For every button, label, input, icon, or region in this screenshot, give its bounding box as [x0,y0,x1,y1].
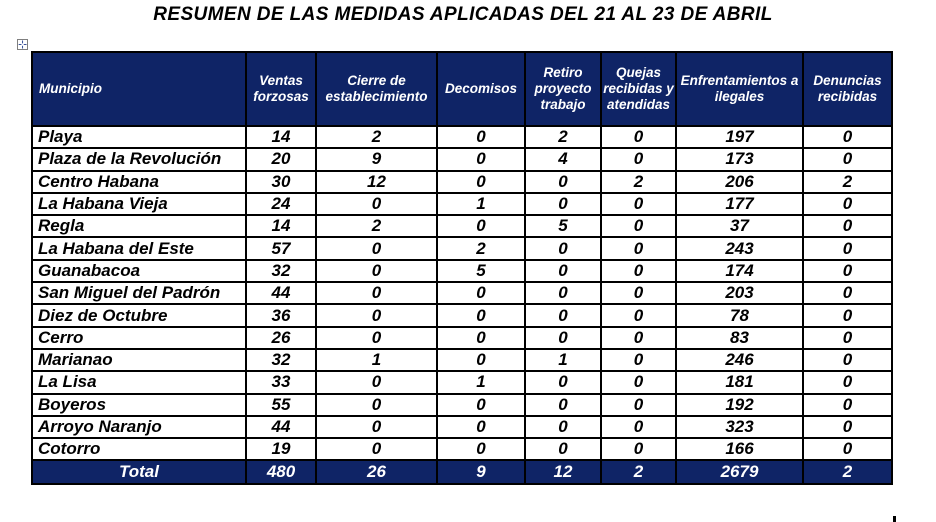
cell-retiro: 0 [525,193,601,215]
cell-decomisos: 5 [437,260,525,282]
cell-cierre: 0 [316,193,437,215]
cell-cierre: 0 [316,282,437,304]
cell-ventas: 44 [246,282,316,304]
cell-enfrentamientos: 78 [676,304,803,326]
cell-cierre: 1 [316,349,437,371]
cell-retiro: 0 [525,416,601,438]
cell-cierre: 0 [316,237,437,259]
cell-quejas: 0 [601,304,676,326]
total-denuncias: 2 [803,460,892,484]
cell-cierre: 0 [316,327,437,349]
table-row [32,327,892,349]
cell-quejas: 0 [601,260,676,282]
cell-cierre: 0 [316,371,437,393]
cell-decomisos: 0 [437,438,525,460]
cell-ventas: 26 [246,327,316,349]
header-ventas: Ventas forzosas [246,52,316,126]
cell-enfrentamientos: 206 [676,171,803,193]
cell-denuncias: 0 [803,282,892,304]
cell-enfrentamientos: 173 [676,148,803,170]
cell-decomisos: 0 [437,171,525,193]
cell-enfrentamientos: 192 [676,394,803,416]
cell-municipio: Regla [32,215,246,237]
cell-cierre: 2 [316,126,437,148]
cell-ventas: 33 [246,371,316,393]
cell-municipio: Playa [32,126,246,148]
cell-denuncias: 0 [803,394,892,416]
cell-decomisos: 0 [437,282,525,304]
cell-quejas: 0 [601,237,676,259]
cell-decomisos: 2 [437,237,525,259]
header-municipio: Municipio [32,52,246,126]
cell-ventas: 14 [246,215,316,237]
header-decomisos: Decomisos [437,52,525,126]
cell-denuncias: 0 [803,438,892,460]
cell-decomisos: 0 [437,327,525,349]
cell-enfrentamientos: 166 [676,438,803,460]
cell-municipio: Cerro [32,327,246,349]
cell-ventas: 44 [246,416,316,438]
cell-enfrentamientos: 174 [676,260,803,282]
cell-decomisos: 0 [437,215,525,237]
cell-municipio: Boyeros [32,394,246,416]
cell-retiro: 0 [525,237,601,259]
cell-retiro: 4 [525,148,601,170]
header-retiro: Retiro proyecto trabajo [525,52,601,126]
cell-retiro: 0 [525,371,601,393]
cell-denuncias: 0 [803,416,892,438]
table-row [32,193,892,215]
cell-denuncias: 0 [803,193,892,215]
cell-denuncias: 0 [803,349,892,371]
cell-denuncias: 0 [803,260,892,282]
cell-cierre: 0 [316,416,437,438]
table-header-row [32,52,892,126]
table-row [32,416,892,438]
cell-ventas: 20 [246,148,316,170]
cell-quejas: 0 [601,148,676,170]
cell-enfrentamientos: 323 [676,416,803,438]
table-row [32,349,892,371]
cell-enfrentamientos: 37 [676,215,803,237]
cell-quejas: 0 [601,327,676,349]
cell-municipio: Guanabacoa [32,260,246,282]
cell-denuncias: 0 [803,327,892,349]
cell-cierre: 0 [316,394,437,416]
cell-enfrentamientos: 197 [676,126,803,148]
table-row [32,148,892,170]
cell-decomisos: 0 [437,148,525,170]
cell-quejas: 0 [601,282,676,304]
cell-quejas: 0 [601,394,676,416]
cell-cierre: 0 [316,260,437,282]
table-row [32,126,892,148]
cell-municipio: San Miguel del Padrón [32,282,246,304]
cell-denuncias: 0 [803,371,892,393]
total-cierre: 26 [316,460,437,484]
total-row [32,460,892,484]
header-cierre: Cierre de establecimiento [316,52,437,126]
table-row [32,438,892,460]
table-edge-marker [893,516,896,522]
header-quejas: Quejas recibidas y atendidas [601,52,676,126]
cell-decomisos: 0 [437,394,525,416]
cell-quejas: 0 [601,349,676,371]
table-row [32,304,892,326]
cell-enfrentamientos: 203 [676,282,803,304]
cell-cierre: 0 [316,438,437,460]
cell-cierre: 9 [316,148,437,170]
table-body [32,126,892,460]
table-row [32,371,892,393]
cell-municipio: La Habana Vieja [32,193,246,215]
cell-cierre: 2 [316,215,437,237]
cell-ventas: 14 [246,126,316,148]
cell-enfrentamientos: 246 [676,349,803,371]
cell-denuncias: 0 [803,304,892,326]
total-retiro: 12 [525,460,601,484]
table-row [32,394,892,416]
cell-decomisos: 0 [437,416,525,438]
cell-quejas: 0 [601,371,676,393]
cell-retiro: 0 [525,438,601,460]
cell-retiro: 0 [525,260,601,282]
cell-municipio: Cotorro [32,438,246,460]
header-enfrentamientos: Enfrentamientos a ilegales [676,52,803,126]
table-row [32,215,892,237]
cell-municipio: Plaza de la Revolución [32,148,246,170]
table-row [32,260,892,282]
cell-enfrentamientos: 243 [676,237,803,259]
header-denuncias: Denuncias recibidas [803,52,892,126]
cell-municipio: Centro Habana [32,171,246,193]
cell-quejas: 0 [601,126,676,148]
cell-denuncias: 0 [803,126,892,148]
cell-retiro: 5 [525,215,601,237]
cell-enfrentamientos: 181 [676,371,803,393]
cell-ventas: 32 [246,349,316,371]
cell-retiro: 0 [525,304,601,326]
cell-retiro: 0 [525,171,601,193]
cell-retiro: 0 [525,394,601,416]
cell-decomisos: 0 [437,349,525,371]
cell-ventas: 32 [246,260,316,282]
cell-denuncias: 2 [803,171,892,193]
cell-enfrentamientos: 83 [676,327,803,349]
table-row [32,282,892,304]
cell-decomisos: 0 [437,304,525,326]
cell-retiro: 1 [525,349,601,371]
cell-retiro: 2 [525,126,601,148]
cell-cierre: 0 [316,304,437,326]
cell-ventas: 19 [246,438,316,460]
cell-ventas: 36 [246,304,316,326]
total-decomisos: 9 [437,460,525,484]
page-title: RESUMEN DE LAS MEDIDAS APLICADAS DEL 21 AL 23 DE ABRIL [153,4,773,25]
cell-quejas: 2 [601,171,676,193]
total-enfrentamientos: 2679 [676,460,803,484]
cell-decomisos: 1 [437,193,525,215]
summary-table [31,51,893,485]
cell-decomisos: 0 [437,126,525,148]
total-quejas: 2 [601,460,676,484]
cell-ventas: 24 [246,193,316,215]
cell-municipio: La Habana del Este [32,237,246,259]
total-ventas: 480 [246,460,316,484]
cell-decomisos: 1 [437,371,525,393]
table-row [32,171,892,193]
cell-municipio: La Lisa [32,371,246,393]
cell-municipio: Marianao [32,349,246,371]
table-move-handle-icon[interactable]: ⊹ [18,38,28,51]
cell-cierre: 12 [316,171,437,193]
cell-municipio: Arroyo Naranjo [32,416,246,438]
cell-denuncias: 0 [803,237,892,259]
cell-quejas: 0 [601,438,676,460]
cell-quejas: 0 [601,215,676,237]
cell-ventas: 57 [246,237,316,259]
cell-quejas: 0 [601,193,676,215]
cell-enfrentamientos: 177 [676,193,803,215]
cell-denuncias: 0 [803,215,892,237]
cell-ventas: 30 [246,171,316,193]
cell-retiro: 0 [525,282,601,304]
cell-denuncias: 0 [803,148,892,170]
cell-retiro: 0 [525,327,601,349]
cell-municipio: Diez de Octubre [32,304,246,326]
cell-ventas: 55 [246,394,316,416]
total-label: Total [32,460,246,484]
cell-quejas: 0 [601,416,676,438]
table-row [32,237,892,259]
